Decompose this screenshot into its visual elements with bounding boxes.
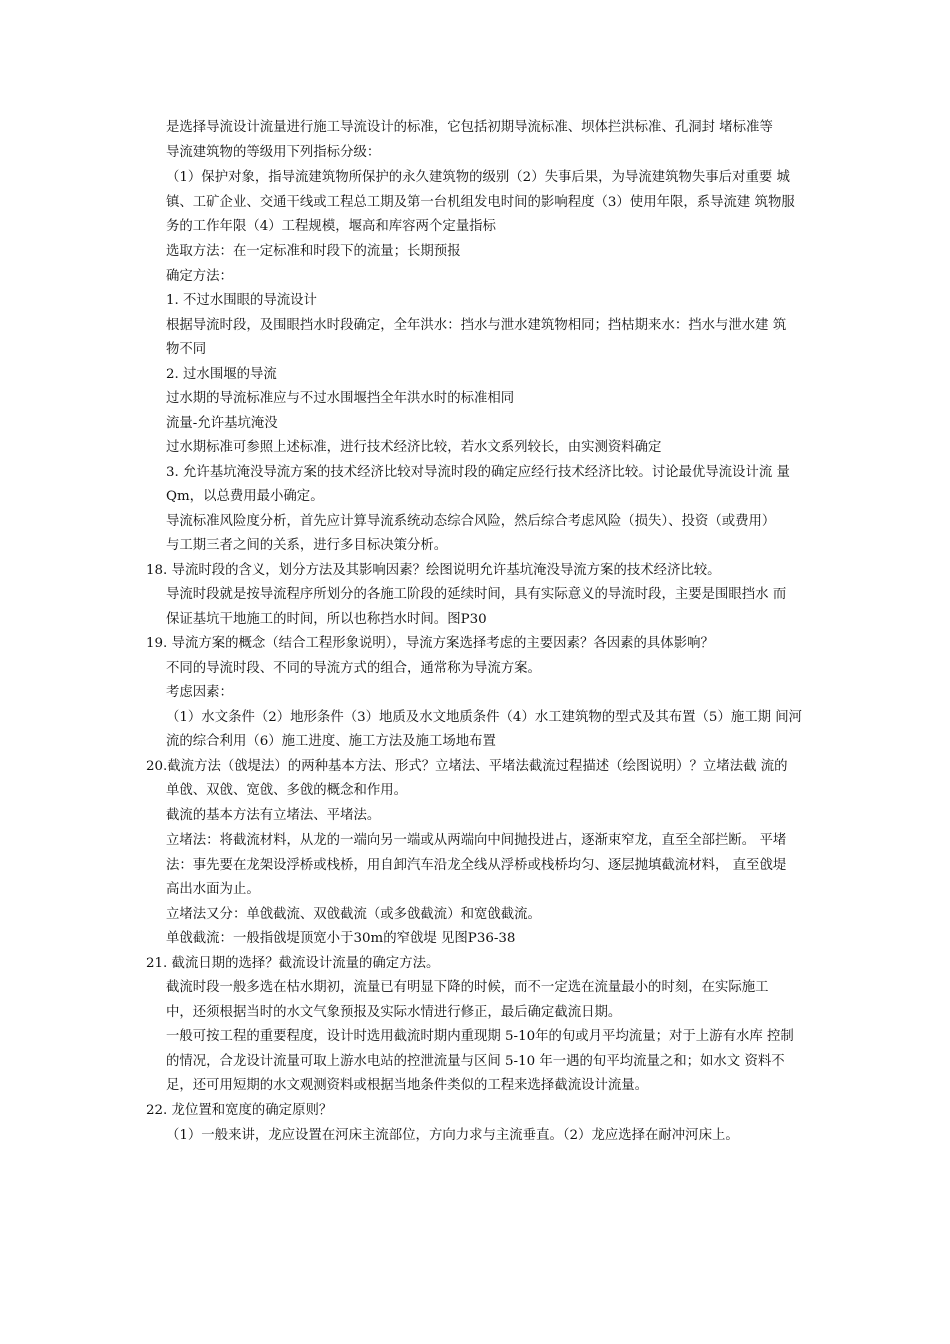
question-heading: 21. 截流日期的选择？截流设计流量的确定方法。 xyxy=(146,956,440,971)
text-line: 的情况，合龙设计流量可取上游水电站的控泄流量与区间 5-10 年一遇的旬平均流量之和；如水文 资料不 xyxy=(166,1054,785,1069)
text-line: （1）一般来讲，龙应设置在河床主流部位，方向力求与主流垂直。（2）龙应选择在耐冲河床上。 xyxy=(166,1128,739,1143)
text-line: 考虑因素： xyxy=(166,685,233,700)
text-line: 导流标准风险度分析，首先应计算导流系统动态综合风险，然后综合考虑风险（损失）、投资（或费用） xyxy=(166,514,776,529)
text-line: Qm，以总费用最小确定。 xyxy=(166,489,324,504)
text-line: 立堵法：将截流材料，从龙的一端向另一端或从两端向中间抛投进占，逐渐束窄龙，直至全部拦断。 平堵 xyxy=(166,833,787,848)
text-line: 截流的基本方法有立堵法、平堵法。 xyxy=(166,808,381,823)
question-heading: 22. 龙位置和宽度的确定原则？ xyxy=(146,1103,333,1118)
text-line: 3. 允许基坑淹没导流方案的技术经济比较对导流时段的确定应经行技术经济比较。讨论最优导流设计流 量 xyxy=(166,465,790,480)
text-line: 导流建筑物的等级用下列指标分级： xyxy=(166,145,381,160)
question-heading: 19. 导流方案的概念（结合工程形象说明），导流方案选择考虑的主要因素？各因素的具体影响？ xyxy=(146,636,714,651)
text-line: 不同的导流时段、不同的导流方式的组合，通常称为导流方案。 xyxy=(166,661,541,676)
text-line: 流的综合利用（6）施工进度、施工方法及施工场地布置 xyxy=(166,734,496,749)
text-line: （1）水文条件（2）地形条件（3）地质及水文地质条件（4）水工建筑物的型式及其布置（5）施工期 间河 xyxy=(166,710,803,725)
text-line: 选取方法：在一定标准和时段下的流量；长期预报 xyxy=(166,244,461,259)
text-line: 1. 不过水围眼的导流设计 xyxy=(166,293,317,308)
text-line: 确定方法： xyxy=(166,269,233,284)
text-line: 保证基坑干地施工的时间，所以也称挡水时间。图P30 xyxy=(166,612,487,627)
text-line: 2. 过水围堰的导流 xyxy=(166,367,277,382)
text-line: 中，还须根据当时的水文气象预报及实际水情进行修正，最后确定截流日期。 xyxy=(166,1005,622,1020)
text-line: 物不同 xyxy=(166,342,207,357)
text-line: 单戗、双戗、宽戗、多戗的概念和作用。 xyxy=(166,783,408,798)
question-heading: 20.截流方法（戗堤法）的两种基本方法、形式？立堵法、平堵法截流过程描述（绘图说明）？立堵法截 流的 xyxy=(146,759,788,774)
text-line: 过水期标准可参照上述标准，进行技术经济比较，若水文系列较长，由实测资料确定 xyxy=(166,440,662,455)
text-line: 与工期三者之间的关系，进行多目标决策分析。 xyxy=(166,538,448,553)
text-line: 务的工作年限（4）工程规模，堰高和库容两个定量指标 xyxy=(166,219,496,234)
text-line: 镇、工矿企业、交通干线或工程总工期及第一台机组发电时间的影响程度（3）使用年限，系导流建 筑物服 xyxy=(166,195,795,210)
text-line: 立堵法又分：单戗截流、双戗截流（或多戗截流）和宽戗截流。 xyxy=(166,907,541,922)
text-line: 截流时段一般多选在枯水期初，流量已有明显下降的时候，而不一定选在流量最小的时刻，在实际施工 xyxy=(166,980,769,995)
text-line: 高出水面为止。 xyxy=(166,882,260,897)
text-line: 根据导流时段，及围眼挡水时段确定，全年洪水：挡水与泄水建筑物相同；挡枯期来水：挡水与泄水建 筑 xyxy=(166,318,787,333)
text-line: 足，还可用短期的水文观测资料或根据当地条件类似的工程来选择截流设计流量。 xyxy=(166,1078,649,1093)
text-line: 单戗截流：一般指戗堤顶宽小于30m的窄戗堤 见图P36-38 xyxy=(166,931,516,946)
text-line: 过水期的导流标准应与不过水围堰挡全年洪水时的标准相同 xyxy=(166,391,515,406)
text-line: （1）保护对象，指导流建筑物所保护的永久建筑物的级别（2）失事后果，为导流建筑物失事后对重要 城 xyxy=(166,170,790,185)
text-line: 导流时段就是按导流程序所划分的各施工阶段的延续时间，具有实际意义的导流时段，主要是围眼挡水 而 xyxy=(166,587,787,602)
text-line: 流量-允许基坑淹没 xyxy=(166,416,278,431)
text-line: 法：事先要在龙架设浮桥或栈桥，用自卸汽车沿龙全线从浮桥或栈桥均匀、逐层抛填截流材料， 直至戗堤 xyxy=(166,858,787,873)
question-heading: 18. 导流时段的含义，划分方法及其影响因素？绘图说明允许基坑淹没导流方案的技术经济比较。 xyxy=(146,563,721,578)
text-line: 一般可按工程的重要程度，设计时选用截流时期内重现期 5-10年的旬或月平均流量；对于上游有水库 控制 xyxy=(166,1029,794,1044)
text-line: 是选择导流设计流量进行施工导流设计的标准，它包括初期导流标准、坝体拦洪标准、孔洞封 堵标准等 xyxy=(166,120,773,135)
